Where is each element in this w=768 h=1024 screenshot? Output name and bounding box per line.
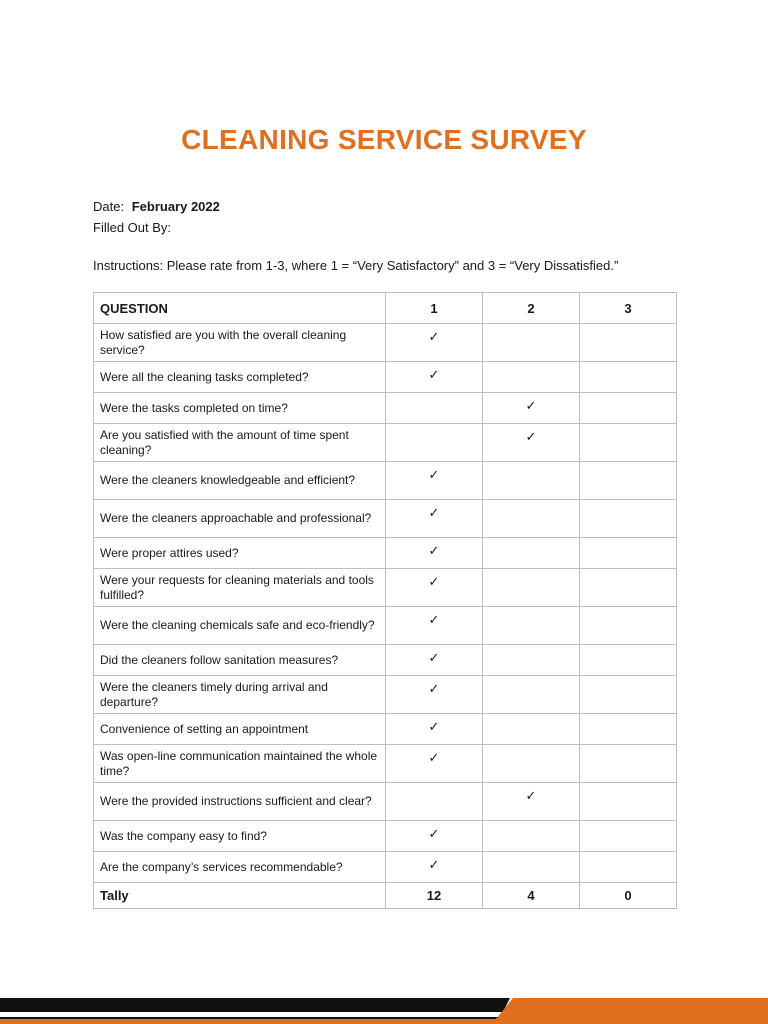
header-row: [94, 293, 677, 324]
rating-cell-2: [483, 324, 580, 362]
rating-cell-3: [580, 569, 677, 607]
question-cell: Were proper attires used?: [94, 538, 386, 569]
table-row: [94, 424, 677, 462]
rating-cell-2: [483, 538, 580, 569]
check-icon: ✓: [428, 650, 440, 665]
rating-cell-3: [580, 362, 677, 393]
rating-cell-2: [483, 645, 580, 676]
header-rating-2: 2: [483, 293, 580, 324]
date-value: February 2022: [131, 199, 220, 214]
rating-cell-1: [386, 714, 483, 745]
question-cell: Were the cleaners approachable and professional?: [94, 500, 386, 538]
rating-cell-2: [483, 462, 580, 500]
page-title: CLEANING SERVICE SURVEY: [181, 124, 587, 155]
check-icon: ✓: [428, 574, 440, 589]
rating-cell-1: [386, 745, 483, 783]
question-cell: Did the cleaners follow sanitation measures?: [94, 645, 386, 676]
rating-cell-2: [483, 745, 580, 783]
rating-cell-2: [483, 362, 580, 393]
rating-cell-1: [386, 569, 483, 607]
survey-table: [93, 292, 677, 909]
tally-value-1: 12: [386, 883, 483, 909]
rating-cell-1: [386, 538, 483, 569]
header-question: QUESTION: [94, 293, 386, 324]
check-icon: ✓: [428, 467, 440, 482]
question-cell: Were your requests for cleaning materials and tools fulfilled?: [94, 569, 386, 607]
table-row: [94, 607, 677, 645]
question-cell: Were the tasks completed on time?: [94, 393, 386, 424]
check-icon: ✓: [525, 788, 537, 803]
rating-cell-3: [580, 324, 677, 362]
table-row: [94, 324, 677, 362]
rating-cell-2: [483, 569, 580, 607]
rating-cell-1: [386, 607, 483, 645]
table-row: [94, 676, 677, 714]
table-row: [94, 393, 677, 424]
rating-cell-1: [386, 500, 483, 538]
date-label: Date:: [93, 199, 125, 214]
footer-dark-thin: [0, 1017, 498, 1019]
rating-cell-2: [483, 607, 580, 645]
rating-cell-1: [386, 362, 483, 393]
footer-decoration: [0, 998, 768, 1024]
table-row: [94, 783, 677, 821]
check-icon: ✓: [428, 543, 440, 558]
rating-cell-2: [483, 424, 580, 462]
header-rating-1: 1: [386, 293, 483, 324]
check-icon: ✓: [428, 612, 440, 627]
question-cell: Are the company’s services recommendable?: [94, 852, 386, 883]
rating-cell-2: [483, 821, 580, 852]
footer-white-stripe: [0, 1012, 503, 1017]
rating-cell-2: [483, 500, 580, 538]
rating-cell-3: [580, 607, 677, 645]
rating-cell-3: [580, 676, 677, 714]
rating-cell-3: [580, 538, 677, 569]
check-icon: ✓: [428, 367, 440, 382]
footer-dark-band: [0, 998, 510, 1012]
header-rating-3: 3: [580, 293, 677, 324]
filled-out-by-label: Filled Out By:: [93, 220, 172, 235]
table-row: [94, 714, 677, 745]
date-line: [93, 199, 220, 214]
check-icon: ✓: [428, 826, 440, 841]
check-icon: ✓: [428, 329, 440, 344]
rating-cell-1: [386, 821, 483, 852]
table-row: [94, 500, 677, 538]
rating-cell-3: [580, 500, 677, 538]
check-icon: ✓: [428, 681, 440, 696]
table-row: [94, 852, 677, 883]
rating-cell-2: [483, 783, 580, 821]
rating-cell-3: [580, 424, 677, 462]
rating-cell-1: [386, 462, 483, 500]
check-icon: ✓: [428, 857, 440, 872]
question-cell: Are you satisfied with the amount of time spent cleaning?: [94, 424, 386, 462]
rating-cell-1: [386, 852, 483, 883]
survey-body: [94, 324, 677, 883]
rating-cell-2: [483, 676, 580, 714]
question-cell: Were the cleaners timely during arrival and departure?: [94, 676, 386, 714]
question-cell: How satisfied are you with the overall cleaning service?: [94, 324, 386, 362]
table-row: [94, 362, 677, 393]
rating-cell-3: [580, 714, 677, 745]
table-row: [94, 645, 677, 676]
question-cell: Was the company easy to find?: [94, 821, 386, 852]
check-icon: ✓: [428, 719, 440, 734]
check-icon: ✓: [525, 398, 537, 413]
table-row: [94, 821, 677, 852]
check-icon: ✓: [428, 505, 440, 520]
rating-cell-1: [386, 424, 483, 462]
question-cell: Were the cleaners knowledgeable and efficient?: [94, 462, 386, 500]
instructions-text: Instructions: Please rate from 1-3, where 1 = “Very Satisfactory” and 3 = “Very Dissatisfied.”: [93, 258, 619, 273]
tally-value-3: 0: [580, 883, 677, 909]
rating-cell-1: [386, 645, 483, 676]
rating-cell-3: [580, 783, 677, 821]
rating-cell-2: [483, 393, 580, 424]
rating-cell-1: [386, 783, 483, 821]
rating-cell-3: [580, 852, 677, 883]
check-icon: ✓: [525, 429, 537, 444]
table-row: [94, 462, 677, 500]
rating-cell-3: [580, 645, 677, 676]
rating-cell-3: [580, 393, 677, 424]
question-cell: Was open-line communication maintained the whole time?: [94, 745, 386, 783]
table-row: [94, 745, 677, 783]
check-icon: ✓: [428, 750, 440, 765]
question-cell: Were the provided instructions sufficient and clear?: [94, 783, 386, 821]
rating-cell-1: [386, 393, 483, 424]
rating-cell-3: [580, 821, 677, 852]
question-cell: Were the cleaning chemicals safe and eco-friendly?: [94, 607, 386, 645]
table-row: [94, 569, 677, 607]
tally-value-2: 4: [483, 883, 580, 909]
rating-cell-2: [483, 714, 580, 745]
rating-cell-1: [386, 676, 483, 714]
tally-row: [94, 883, 677, 909]
rating-cell-3: [580, 745, 677, 783]
rating-cell-2: [483, 852, 580, 883]
question-cell: Convenience of setting an appointment: [94, 714, 386, 745]
rating-cell-3: [580, 462, 677, 500]
table-row: [94, 538, 677, 569]
question-cell: Were all the cleaning tasks completed?: [94, 362, 386, 393]
tally-label: Tally: [94, 883, 386, 909]
rating-cell-1: [386, 324, 483, 362]
